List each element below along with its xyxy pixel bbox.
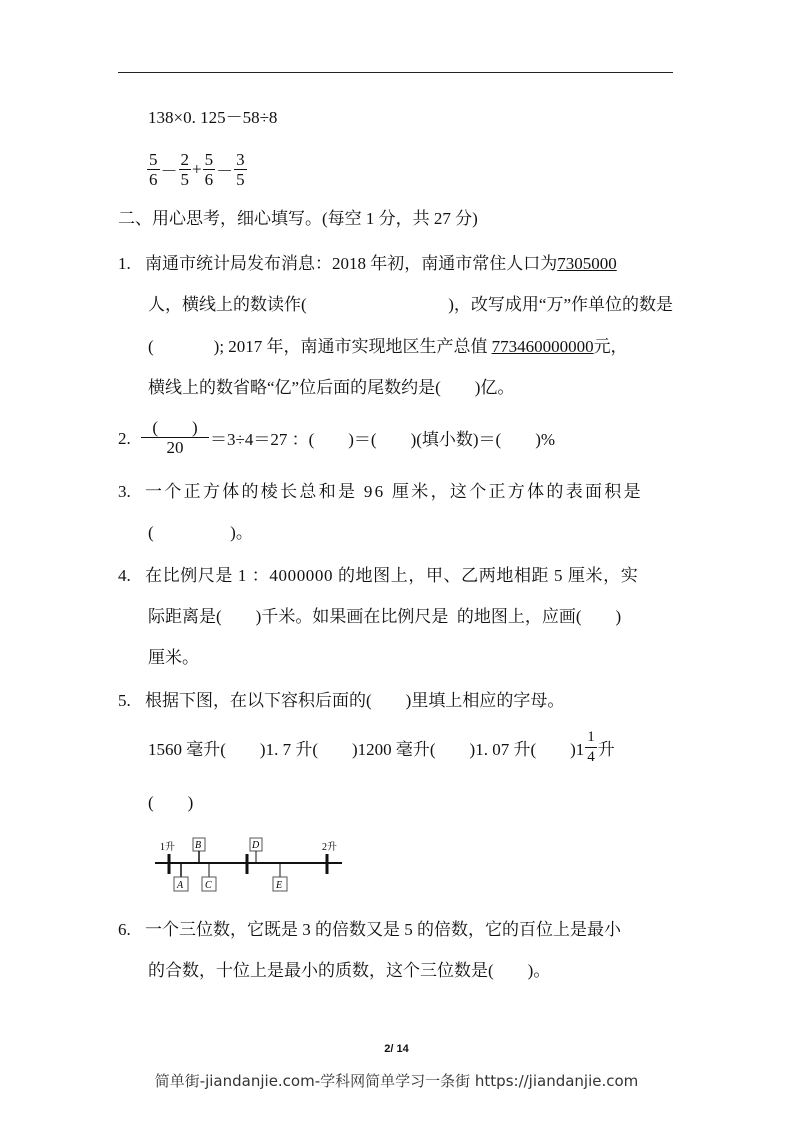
q1-line2: [148, 295, 673, 315]
header-rule: [118, 72, 673, 73]
q6-number: 6.: [118, 920, 131, 939]
q4-line1: 在比例尺是 1 ：4000000 的地图上，甲、乙两地相距 5 厘米，实: [145, 566, 639, 585]
footer-watermark: 简单街-jiandanjie.com-学科网简单学习一条街 https://jiandanjie.com: [154, 1072, 639, 1090]
label-a: A: [177, 880, 184, 891]
calc-expression: 138×0. 125－58÷8: [148, 108, 278, 127]
q2-number: 2.: [118, 429, 131, 448]
text: 人，横线上的数读作(: [148, 295, 307, 314]
label-1l: 1升: [160, 842, 175, 853]
num: 5: [149, 150, 158, 169]
label-d: D: [252, 840, 260, 851]
num: 2: [180, 150, 189, 169]
q5-line2: [148, 728, 615, 767]
den: 20: [166, 438, 184, 457]
q4-line3: 厘米。: [148, 648, 199, 667]
q3-line1: 一个正方体的棱长总和是 96 厘米，这个正方体的表面积是: [145, 482, 643, 501]
num: ( ): [141, 418, 209, 438]
underlined-number: 7305000: [557, 254, 617, 273]
q1-line4: 横线上的数省略“亿”位后面的尾数约是( )亿。: [148, 378, 515, 397]
text: 南通市统计局发布消息：2018 年初，南通市常住人口为: [145, 254, 558, 273]
label-b: B: [195, 840, 202, 851]
q4-number: 4.: [118, 566, 131, 585]
text: )，改写成用“万”作单位的数是: [448, 295, 673, 314]
q3-line2: ( )。: [148, 523, 253, 542]
q3-number: 3.: [118, 482, 131, 501]
op: －: [216, 162, 234, 181]
label-2l: 2升: [322, 842, 337, 853]
page-number: 2/ 14: [384, 1043, 409, 1055]
den: 6: [204, 170, 214, 189]
q1-line3: [148, 337, 628, 357]
q6-line1: 一个三位数，它既是 3 的倍数又是 5 的倍数，它的百位上是最小: [145, 920, 621, 939]
q5-number: 5.: [118, 691, 131, 710]
num: 5: [204, 150, 214, 169]
num: 3: [236, 150, 245, 169]
den: 5: [180, 170, 189, 189]
q1-number: 1.: [118, 254, 131, 273]
op: +: [192, 159, 202, 179]
q2-line: [140, 418, 555, 457]
number-line-diagram: [150, 834, 350, 894]
den: 5: [236, 170, 245, 189]
text: (: [148, 337, 154, 356]
text: 元，: [593, 337, 628, 356]
text: ); 2017 年，南通市实现地区生产总值: [213, 337, 488, 356]
num: 1: [585, 728, 597, 748]
text: 升: [597, 740, 615, 759]
label-c: C: [205, 880, 212, 891]
text: ＝3÷4＝27 ：( )＝( )(填小数)＝( )%: [210, 430, 556, 449]
fraction-expression: [146, 150, 248, 189]
section-heading: 二、用心思考，细心填写。(每空 1 分，共 27 分): [118, 209, 478, 228]
underlined-number: 773460000000: [491, 337, 594, 356]
op: －: [160, 162, 178, 181]
q6-line2: 的合数，十位上是最小的质数，这个三位数是( )。: [148, 961, 551, 980]
q4-line2: 际距离是( )千米。如果画在比例尺是 的地图上，应画( ): [148, 607, 622, 626]
label-e: E: [276, 880, 283, 891]
q5-line3: ( ): [148, 793, 194, 812]
den: 6: [149, 170, 158, 189]
text: 1560 毫升( )1. 7 升( )1200 毫升( )1. 07 升( )1: [148, 740, 585, 759]
q5-line1: 根据下图，在以下容积后面的( )里填上相应的字母。: [145, 691, 565, 710]
den: 4: [587, 749, 595, 765]
q1-line1: [145, 254, 617, 274]
